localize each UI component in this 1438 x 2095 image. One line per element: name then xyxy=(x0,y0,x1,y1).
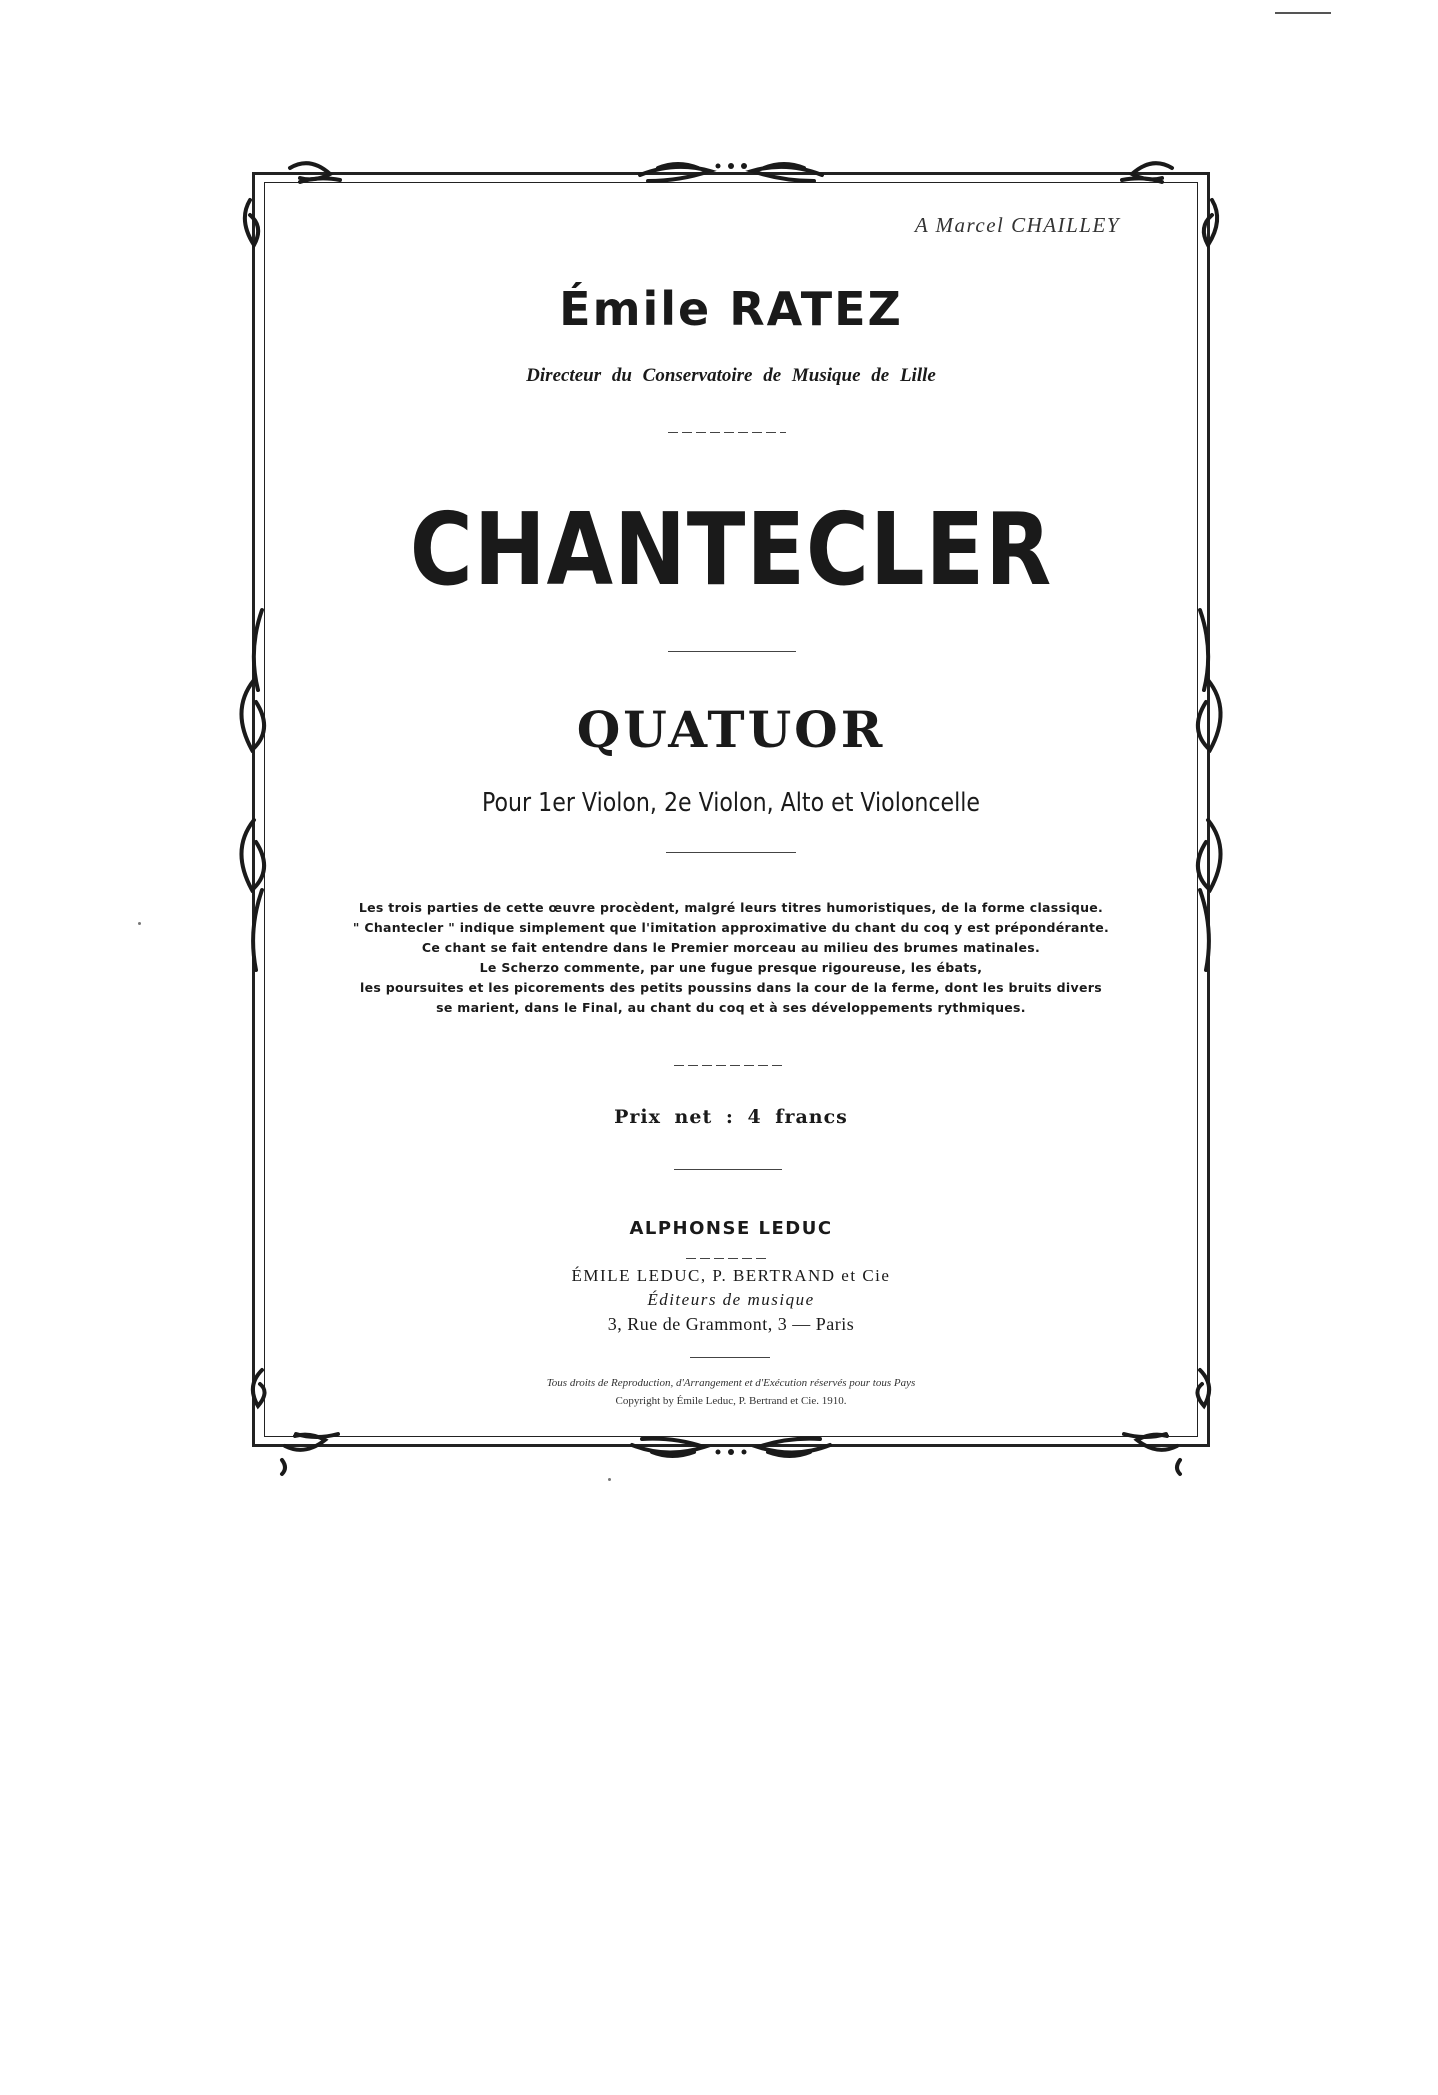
rights-notice xyxy=(266,1374,1196,1410)
separator-rule xyxy=(690,1357,770,1358)
publisher-firm: ÉMILE LEDUC, P. BERTRAND et Cie xyxy=(571,1266,891,1285)
work-title: CHANTECLER xyxy=(409,491,1053,608)
program-note-line: Le Scherzo commente, par une fugue presque rigoureuse, les ébats, xyxy=(479,960,983,975)
separator-rule xyxy=(686,1258,770,1259)
separator-rule xyxy=(666,852,796,853)
publisher-role: Éditeurs de musique xyxy=(647,1290,815,1309)
program-note-line: les poursuites et les picorements des petits poussins dans la cour de la ferme, dont les bruits divers xyxy=(360,980,1102,995)
left-side-flourish xyxy=(241,610,264,1406)
dedication: A Marcel CHAILLEY xyxy=(914,213,1120,237)
program-note-line: " Chantecler " indique simplement que l'imitation approximative du chant du coq y est prépondérante. xyxy=(352,920,1110,935)
program-notes xyxy=(266,898,1196,1018)
separator-rule xyxy=(674,1065,786,1066)
program-note-line: Ce chant se fait entendre dans le Premier morceau au milieu des brumes matinales. xyxy=(421,940,1041,955)
price: Prix net : 4 francs xyxy=(614,1106,848,1128)
separator-rule xyxy=(668,651,796,652)
corner-flourish-bottom-right xyxy=(1124,1434,1180,1474)
separator-rule xyxy=(674,1169,782,1170)
corner-flourish-bottom-left xyxy=(282,1434,338,1474)
separator-rule xyxy=(668,432,786,433)
corner-flourish-top-right xyxy=(1122,163,1217,245)
composer-role: Directeur du Conservatoire de Musique de Lille xyxy=(526,365,936,386)
publisher-address: 3, Rue de Grammont, 3 — Paris xyxy=(607,1314,855,1334)
rights-reserved: Tous droits de Reproduction, d'Arrangement et d'Exécution réservés pour tous Pays xyxy=(546,1377,916,1389)
instrumentation: Pour 1er Violon, 2e Violon, Alto et Violoncelle xyxy=(481,788,980,818)
work-subtitle: QUATUOR xyxy=(576,700,886,759)
composer-name: Émile RATEZ xyxy=(559,282,903,336)
publisher-details xyxy=(266,1264,1196,1336)
copyright-line: Copyright by Émile Leduc, P. Bertrand et Cie. 1910. xyxy=(615,1395,847,1407)
publisher-name: ALPHONSE LEDUC xyxy=(629,1218,833,1239)
program-note-line: se marient, dans le Final, au chant du coq et à ses développements rythmiques. xyxy=(436,1000,1026,1015)
right-side-flourish xyxy=(1197,610,1220,1406)
program-note-line: Les trois parties de cette œuvre procèdent, malgré leurs titres humoristiques, de la forme classique. xyxy=(358,900,1104,915)
